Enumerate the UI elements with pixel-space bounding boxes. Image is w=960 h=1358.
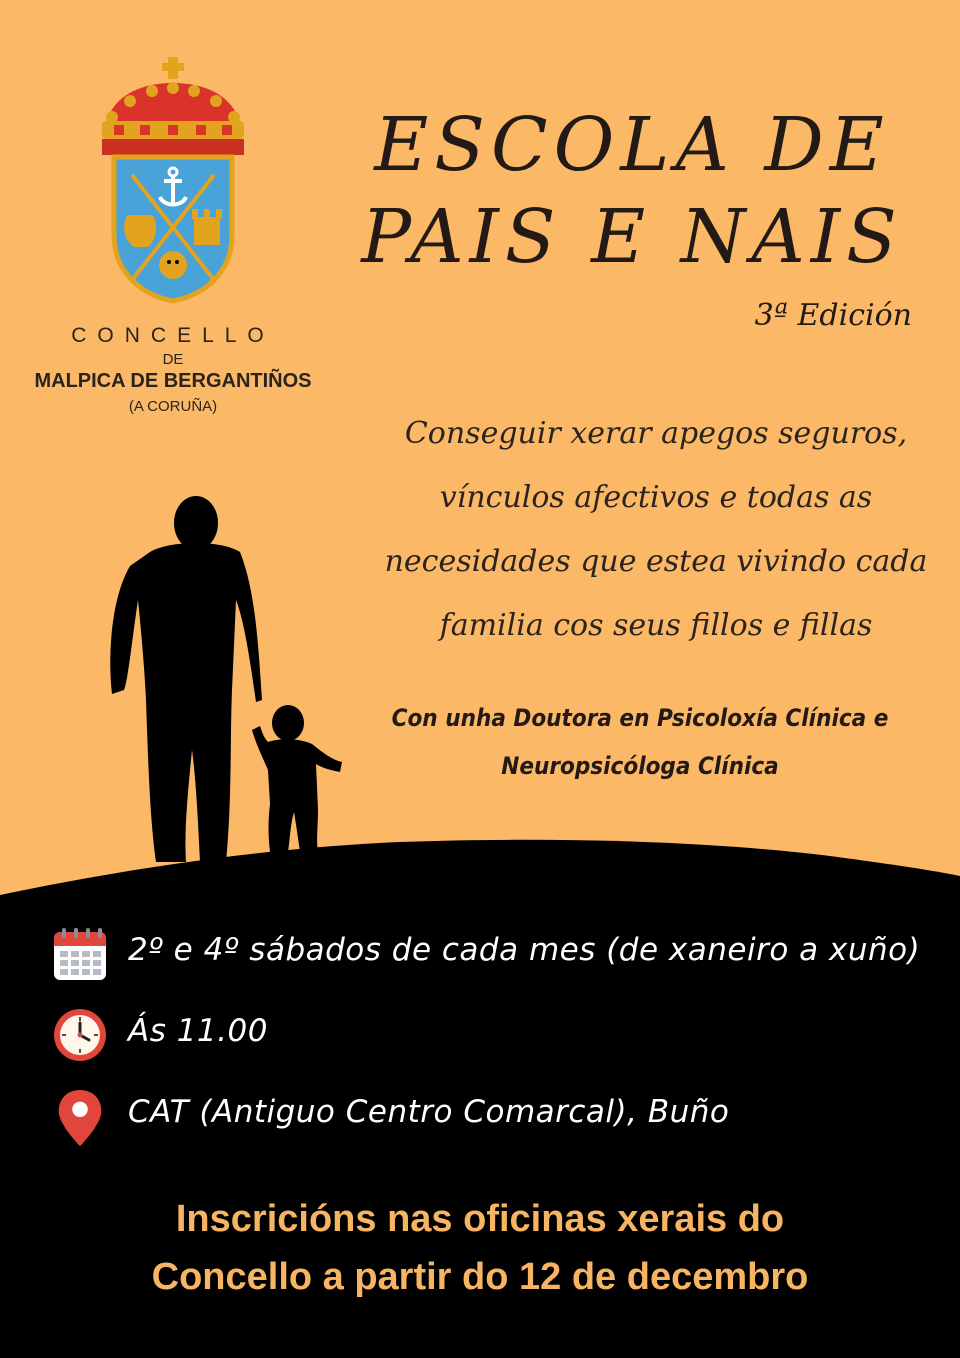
org-name-municipality: MALPICA DE BERGANTIÑOS <box>34 370 312 392</box>
registration-line1: Inscricións nas oficinas xerais do <box>175 1198 785 1240</box>
org-name-province: (A CORUÑA) <box>128 398 218 415</box>
calendar-icon <box>52 926 108 982</box>
org-name-concello: CONCELLO <box>71 324 275 347</box>
poster-title-line1: ESCOLA DE <box>374 102 890 188</box>
speaker-line1: Con unha Doutora en Psicoloxía Clínica e <box>391 704 889 732</box>
child-silhouette <box>252 705 342 852</box>
speaker-line2: Neuropsicóloga Clínica <box>501 752 779 780</box>
info-row-date <box>52 926 932 986</box>
info-time-text: Ás 11.00 <box>128 1013 268 1049</box>
location-pin-icon <box>52 1088 108 1150</box>
poster-title-line2: PAIS E NAIS <box>361 194 903 280</box>
father-silhouette <box>110 496 262 862</box>
description-line1: Conseguir xerar apegos seguros, <box>404 416 908 451</box>
info-date-text: 2º e 4º sábados de cada mes (de xaneiro a xuño) <box>128 932 921 968</box>
clock-icon <box>52 1007 108 1063</box>
registration-line2: Concello a partir do 12 de decembro <box>151 1256 809 1298</box>
description-line4: familia cos seus fillos e fillas <box>439 608 873 643</box>
info-row-time <box>52 1007 932 1067</box>
municipal-coat-of-arms <box>92 55 254 305</box>
org-name-de: DE <box>162 351 184 368</box>
info-row-location <box>52 1088 932 1148</box>
description-line3: necesidades que estea vivindo cada <box>384 544 928 579</box>
edition-label: 3ª Edición <box>754 298 912 333</box>
info-location-text: CAT (Antiguo Centro Comarcal), Buño <box>128 1094 730 1130</box>
description-line2: vínculos afectivos e todas as <box>439 480 873 515</box>
